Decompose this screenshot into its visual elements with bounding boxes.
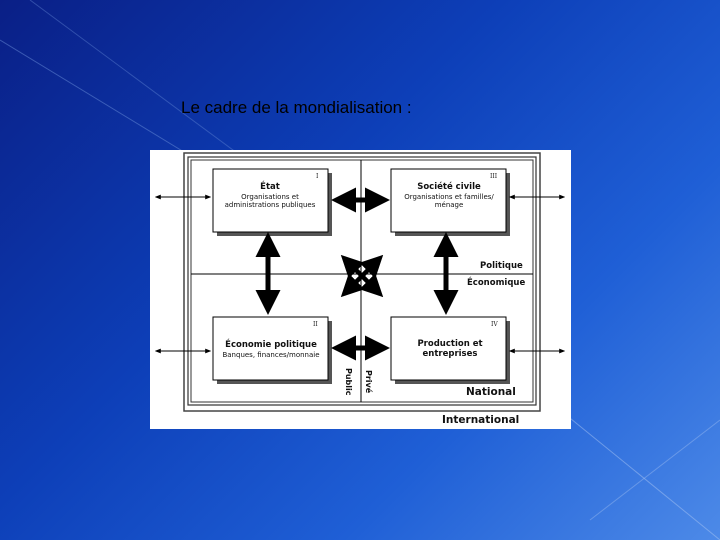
- box-societe-text: [395, 183, 503, 209]
- box-subtitle: Organisations et administrations publiques: [224, 192, 316, 209]
- slide-title: Le cadre de la mondialisation :: [181, 98, 412, 117]
- box-subtitle: Banques, finances/monnaie: [222, 350, 320, 359]
- box-title: Société civile: [417, 182, 481, 192]
- box-title: Économie politique: [225, 340, 317, 350]
- box-production-text: [412, 340, 488, 360]
- box-title: État: [260, 182, 280, 192]
- box-number: IV: [491, 321, 498, 328]
- box-number: I: [316, 173, 319, 180]
- globalization-framework-diagram: [150, 150, 571, 429]
- label-public: Public: [344, 368, 353, 396]
- box-number: III: [490, 173, 498, 180]
- box-etat-text: [218, 183, 322, 209]
- label-politique: Politique: [480, 261, 523, 271]
- box-number: II: [313, 321, 318, 328]
- label-national: National: [466, 386, 516, 398]
- box-title: Production et entreprises: [417, 339, 483, 359]
- label-economique: Économique: [467, 278, 526, 288]
- label-international: International: [442, 414, 520, 426]
- label-prive: Privé: [364, 370, 373, 394]
- box-economie-text: [216, 341, 326, 359]
- box-subtitle: Organisations et familles/ ménage: [404, 192, 494, 209]
